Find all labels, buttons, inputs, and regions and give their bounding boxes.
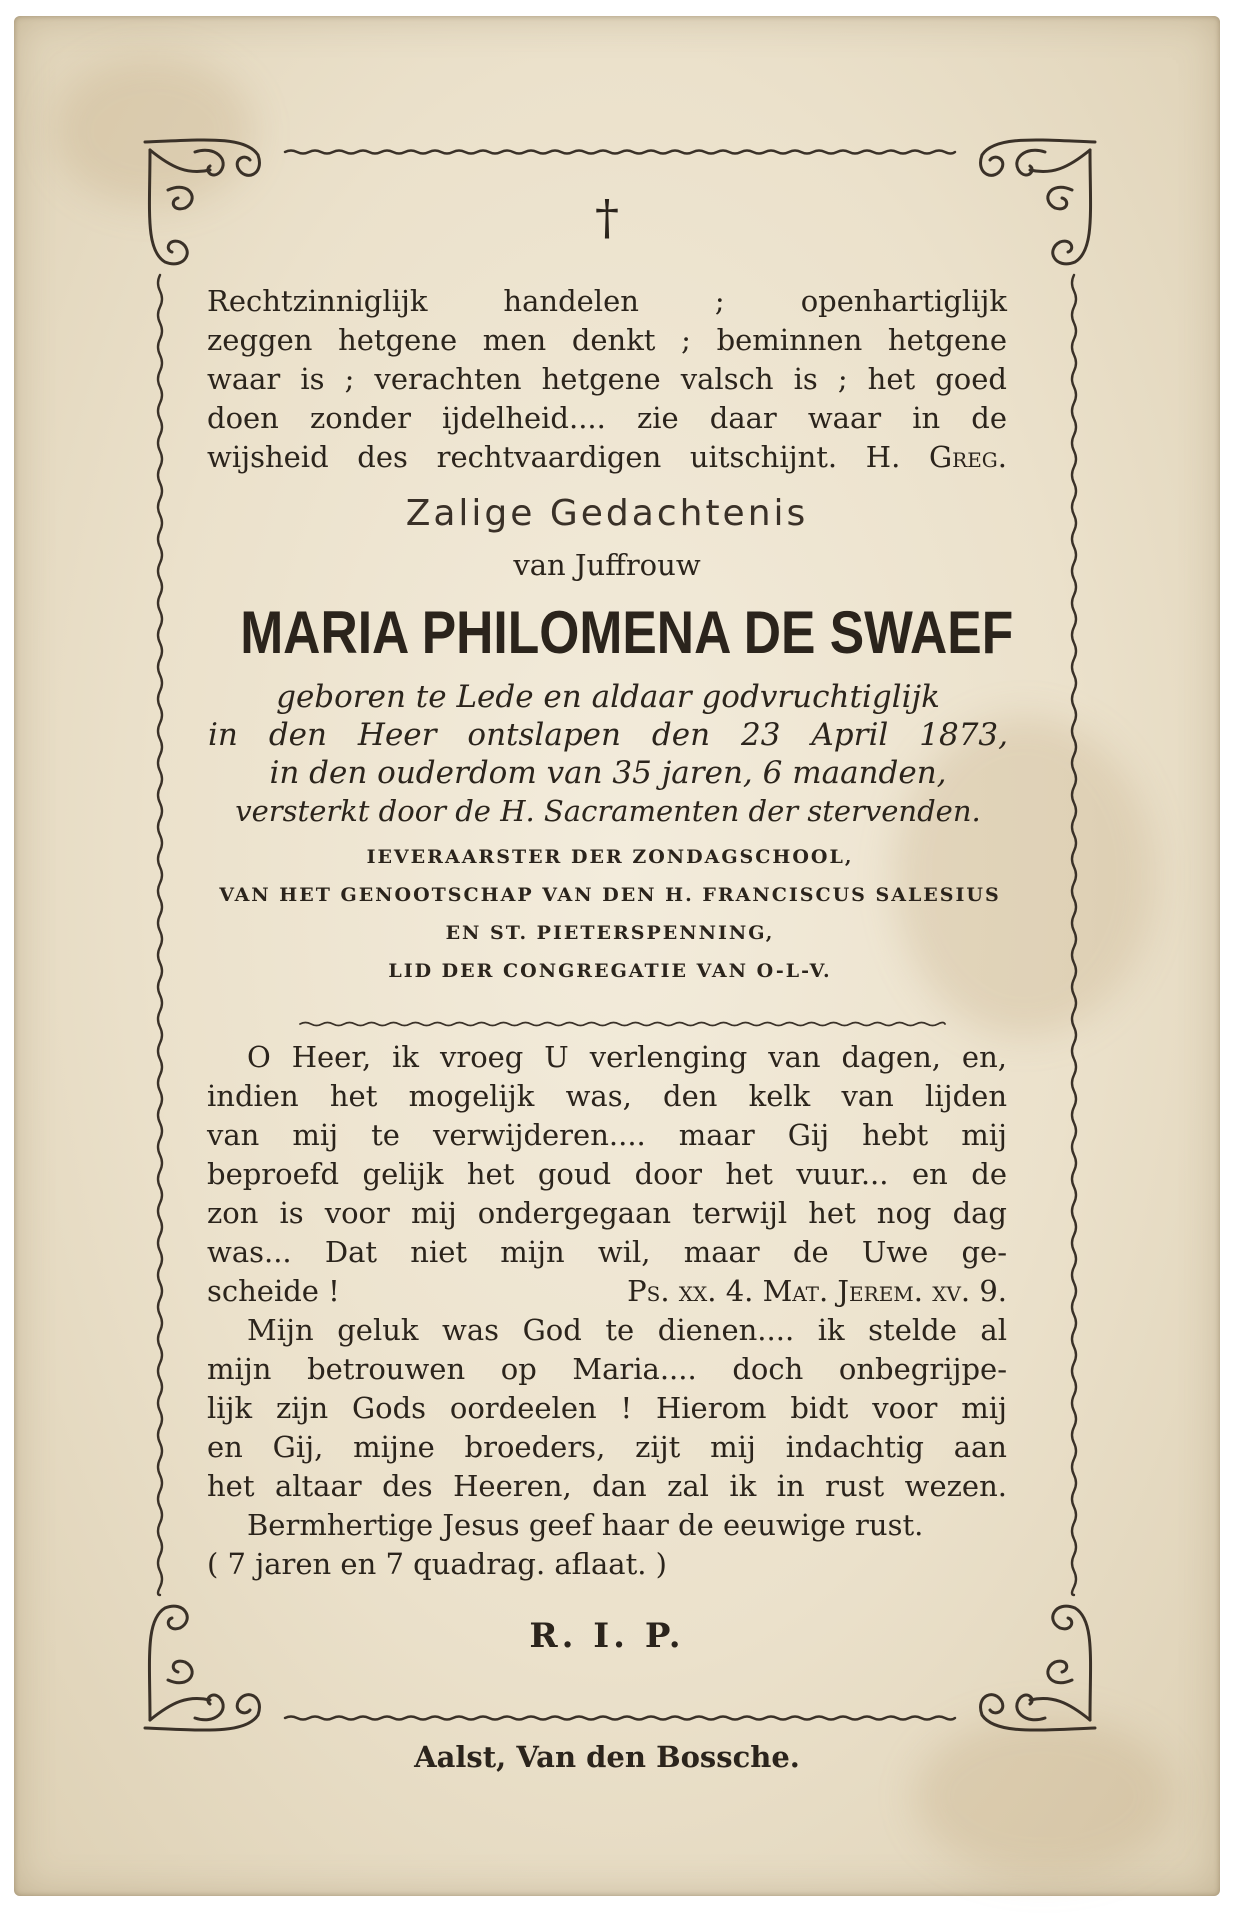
quote-line: doen zonder ijdelheid.... zie daar waar in de <box>207 401 1007 435</box>
quote-line: waar is ; verachten hetgene valsch is ; het goed <box>207 362 1007 396</box>
role-line: EN ST. PIETERSPENNING, <box>445 922 775 944</box>
opening-quote <box>207 282 1007 477</box>
quote-line: Rechtzinniglijk handelen ; openhartiglijk <box>207 284 1007 318</box>
indulgence-line: ( 7 jaren en 7 quadrag. aflaat. ) <box>207 1547 667 1581</box>
printer-imprint: Aalst, Van den Bossche. <box>414 1740 800 1774</box>
top-wavy-border <box>285 151 955 154</box>
subheading: van Juffrouw <box>513 548 701 582</box>
roles-block <box>180 838 1040 990</box>
name-wrap <box>180 598 1040 667</box>
scripture-reference: Ps. xx. 4. Mat. Jerem. xv. 9. <box>627 1274 1007 1308</box>
role-line: LID DER CONGREGATIE VAN O-L-V. <box>388 960 832 982</box>
prayer-line: O Heer, ik vroeg U verlenging van dagen, en, <box>247 1040 1007 1074</box>
prayer-line: zon is voor mij ondergegaan terwijl het nog dag <box>207 1196 1007 1230</box>
prayer-final-line <box>207 1272 1007 1311</box>
prayer-line: scheide ! <box>207 1274 340 1308</box>
quote-source: Greg. <box>928 440 1008 474</box>
bottom-wavy-border <box>285 1717 955 1720</box>
role-line: VAN HET GENOOTSCHAP VAN DEN H. FRANCISCUS SALESIUS <box>219 884 1001 906</box>
prayer-line: beproefd gelijk het goud door het vuur... en de <box>207 1157 1007 1191</box>
closing-line: lijk zijn Gods oordeelen ! Hierom bidt voor mij <box>207 1391 1007 1425</box>
memorial-heading: Zalige Gedachtenis <box>405 493 809 534</box>
right-wavy-border <box>1072 275 1076 1595</box>
invocation-line: Bermhertige Jesus geef haar de eeuwige rust. <box>247 1508 924 1542</box>
left-wavy-border <box>158 275 162 1595</box>
closing-line: mijn betrouwen op Maria.... doch onbegrijpe- <box>207 1352 1007 1386</box>
detail-line: in den ouderdom van 35 jaren, 6 maanden, <box>269 755 947 791</box>
quote-line: wijsheid des rechtvaardigen uitschijnt. H. <box>207 440 901 474</box>
quote-line: zeggen hetgene men denkt ; beminnen hetgene <box>207 323 1007 357</box>
closing-line: het altaar des Heeren, dan zal ik in rust wezen. <box>207 1469 1007 1503</box>
detail-line: versterkt door de H. Sacramenten der stervenden. <box>235 794 981 828</box>
prayer-line: van mij te verwijderen.... maar Gij hebt mij <box>207 1118 1007 1152</box>
prayer-line: indien het mogelijk was, den kelk van lijden <box>207 1079 1007 1113</box>
rip-text: R. I. P. <box>529 1616 685 1656</box>
closing-line: en Gij, mijne broeders, zijt mij indachtig aan <box>207 1430 1007 1464</box>
prayer-block <box>207 1038 1007 1584</box>
deceased-name: MARIA PHILOMENA DE SWAEF <box>240 599 1014 666</box>
divider-wavy-line <box>300 1023 945 1026</box>
prayer-line: was... Dat niet mijn wil, maar de Uwe ge- <box>207 1235 1007 1269</box>
detail-line: geboren te Lede en aldaar godvruchtiglijk <box>276 679 940 715</box>
closing-line: Mijn geluk was God te dienen.... ik stelde al <box>247 1313 1007 1347</box>
detail-line: in den Heer ontslapen den 23 April 1873, <box>208 717 1008 753</box>
details-block <box>208 678 1008 830</box>
quote-line-last <box>207 438 1007 477</box>
role-line: IEVERAARSTER DER ZONDAGSCHOOL, <box>366 846 854 868</box>
cross-symbol: † <box>595 190 619 246</box>
